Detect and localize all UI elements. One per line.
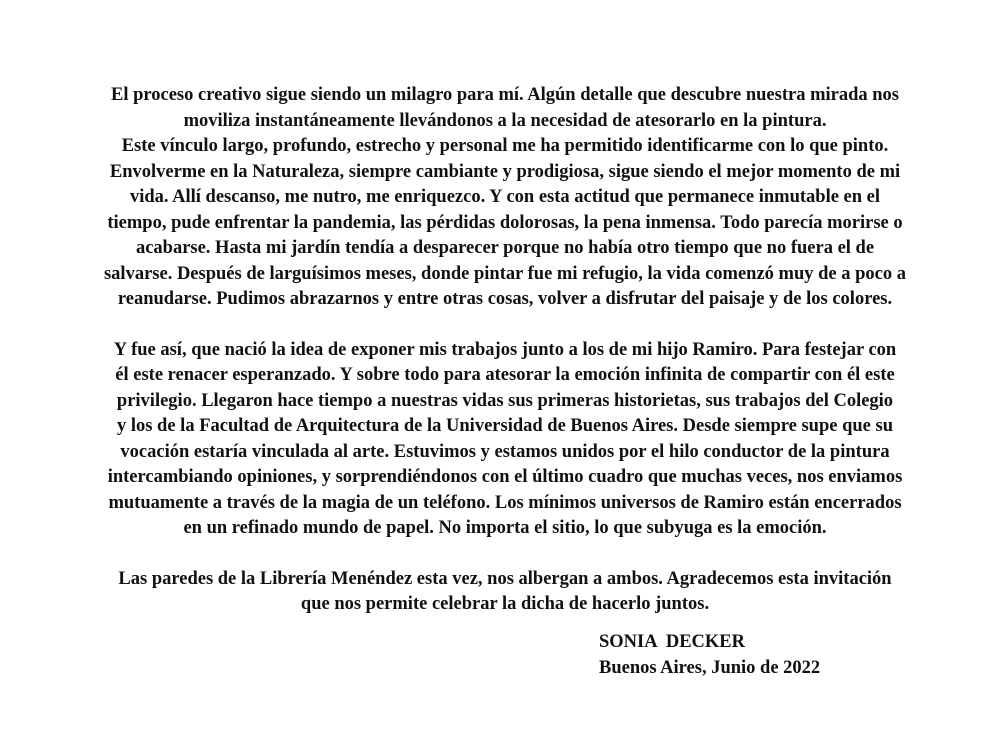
signature-name: SONIA DECKER — [599, 632, 745, 652]
paragraph-line: en un refinado mundo de papel. No importa el sitio, lo que subyuga es la emoción. — [183, 518, 827, 538]
paragraph-line: salvarse. Después de larguísimos meses, donde pintar fue mi refugio, la vida comenzó muy de a poco a — [103, 263, 906, 284]
signature-block — [599, 630, 820, 681]
signature-place-date: Buenos Aires, Junio de 2022 — [599, 657, 821, 678]
paragraph-line: él este renacer esperanzado. Y sobre todo para atesorar la emoción infinita de compartir con él este — [115, 365, 895, 385]
paragraph-line: que nos permite celebrar la dicha de hacerlo juntos. — [300, 594, 710, 614]
paragraph-line: mutuamente a través de la magia de un teléfono. Los mínimos universos de Ramiro están encerrados — [108, 492, 902, 513]
paragraph-spacer — [40, 313, 970, 338]
paragraph-spacer — [40, 542, 970, 567]
paragraph-line: tiempo, pude enfrentar la pandemia, las pérdidas dolorosas, la pena inmensa. Todo parecía morirse o — [107, 212, 903, 233]
paragraph-line: intercambiando opiniones, y sorprendiéndonos con el último cuadro que muchas veces, nos enviamos — [107, 467, 903, 487]
paragraph-1 — [40, 83, 970, 313]
paragraph-3 — [40, 567, 970, 618]
paragraph-line: Este vínculo largo, profundo, estrecho y personal me ha permitido identificarme con lo que pinto. — [121, 136, 889, 156]
paragraph-line: acabarse. Hasta mi jardín tendía a desparecer porque no había otro tiempo que no fuera el de — [135, 238, 875, 258]
paragraph-line: vida. Allí descanso, me nutro, me enriquezco. Y con esta actitud que permanece inmutable en el — [129, 187, 881, 207]
paragraph-line: Envolverme en la Naturaleza, siempre cambiante y prodigiosa, sigue siendo el mejor momento de mi — [109, 161, 901, 182]
letter-body — [40, 83, 970, 618]
paragraph-line: y los de la Facultad de Arquitectura de la Universidad de Buenos Aires. Desde siempre supe que su — [116, 416, 894, 436]
paragraph-line: reanudarse. Pudimos abrazarnos y entre otras cosas, volver a disfrutar del paisaje y de los colores. — [117, 289, 893, 309]
paragraph-line: privilegio. Llegaron hace tiempo a nuestras vidas sus primeras historietas, sus trabajos del Colegio — [116, 390, 894, 411]
paragraph-line: Las paredes de la Librería Menéndez esta vez, nos albergan a ambos. Agradecemos esta invitación — [118, 568, 892, 589]
paragraph-line: moviliza instantáneamente llevándonos a la necesidad de atesorarlo en la pintura. — [183, 110, 827, 131]
paragraph-2 — [40, 338, 970, 542]
paragraph-line: El proceso creativo sigue siendo un milagro para mí. Algún detalle que descubre nuestra mirada nos — [110, 85, 899, 105]
paragraph-line: Y fue así, que nació la idea de exponer mis trabajos junto a los de mi hijo Ramiro. Para festejar con — [113, 339, 897, 360]
paragraph-line: vocación estaría vinculada al arte. Estuvimos y estamos unidos por el hilo conductor de la pintura — [120, 441, 890, 462]
